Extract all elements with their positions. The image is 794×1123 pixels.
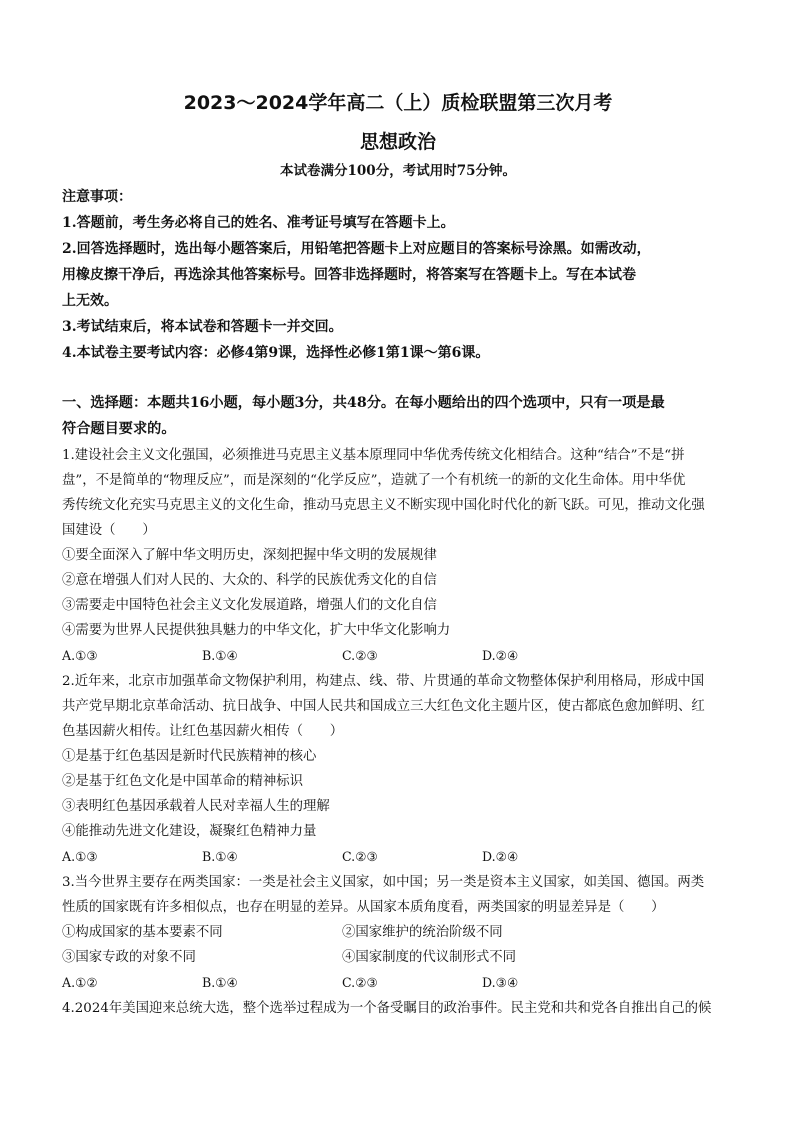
question-stem-line: 性质的国家既有许多相似点，也存在明显的差异。从国家本质角度看，两类国家的明显差异是（ ） <box>62 900 665 915</box>
choice-a: A.①③ <box>62 648 98 663</box>
choice-b: B.①④ <box>202 849 238 864</box>
notes-block <box>62 184 734 366</box>
notes-heading: 注意事项： <box>62 189 132 205</box>
question-option: ②是基于红色文化是中国革命的精神标识 <box>62 774 304 789</box>
question-stem-line: 秀传统文化充实马克思主义的文化生命，推动马克思主义不断实现中国化时代化的新飞跃。可见，推动文化强 <box>62 498 705 513</box>
question-option: ④需要为世界人民提供独具魅力的中华文化，扩大中华文化影响力 <box>62 623 451 638</box>
question-4 <box>62 996 734 1021</box>
question-2 <box>62 669 734 869</box>
exam-meta: 本试卷满分100分，考试用时75分钟。 <box>280 163 516 179</box>
section-heading <box>62 390 734 442</box>
answer-choices <box>62 844 734 869</box>
question-3 <box>62 870 734 995</box>
notes-item: 2.回答选择题时，选出每小题答案后，用铅笔把答题卡上对应题目的答案标号涂黑。如需改动， <box>62 241 651 257</box>
question-option: ②国家维护的统治阶级不同 <box>342 925 503 940</box>
question-stem-line: 3.当今世界主要存在两类国家：一类是社会主义国家，如中国；另一类是资本主义国家，如美国、德国。两类 <box>62 875 705 890</box>
question-stem-line: 1.建设社会主义文化强国，必须推进马克思主义基本原理同中华优秀传统文化相结合。这种“结合”不是“拼 <box>62 448 685 463</box>
exam-page <box>62 88 734 1021</box>
choice-c: C.②③ <box>342 648 378 663</box>
exam-title: 2023～2024学年高二（上）质检联盟第三次月考 <box>183 92 613 114</box>
question-option: ①构成国家的基本要素不同 <box>62 925 223 940</box>
section-heading-line: 一、选择题：本题共16小题，每小题3分，共48分。在每小题给出的四个选项中，只有一项是最 <box>62 395 665 411</box>
question-stem-line: 盘”，不是简单的“物理反应”，而是深刻的“化学反应”，造就了一个有机统一的新的文化生命体。用中华优 <box>62 473 686 488</box>
question-1 <box>62 443 734 668</box>
section-heading-line: 符合题目要求的。 <box>62 421 176 437</box>
choice-b: B.①④ <box>202 648 238 663</box>
option-pair <box>62 945 734 970</box>
choice-a: A.①② <box>62 975 98 990</box>
notes-item: 1.答题前，考生务必将自己的姓名、准考证号填写在答题卡上。 <box>62 215 455 231</box>
question-option: ①要全面深入了解中华文明历史，深刻把握中华文明的发展规律 <box>62 548 437 563</box>
question-option: ③需要走中国特色社会主义文化发展道路，增强人们的文化自信 <box>62 598 437 613</box>
question-stem-line: 2.近年来，北京市加强革命文物保护利用，构建点、线、带、片贯通的革命文物整体保护利用格局，形成中国 <box>62 674 705 689</box>
choice-d: D.②④ <box>482 648 519 663</box>
question-option: ③国家专政的对象不同 <box>62 950 196 965</box>
notes-item: 4.本试卷主要考试内容：必修4第9课，选择性必修1第1课～第6课。 <box>62 345 490 361</box>
notes-item: 上无效。 <box>62 293 118 309</box>
question-option: ④国家制度的代议制形式不同 <box>342 950 517 965</box>
choice-c: C.②③ <box>342 975 378 990</box>
choice-b: B.①④ <box>202 975 238 990</box>
question-option: ③表明红色基因承载着人民对幸福人生的理解 <box>62 799 330 814</box>
notes-item: 用橡皮擦干净后，再选涂其他答案标号。回答非选择题时，将答案写在答题卡上。写在本试卷 <box>62 267 636 283</box>
choice-a: A.①③ <box>62 849 98 864</box>
question-option: ①是基于红色基因是新时代民族精神的核心 <box>62 749 317 764</box>
choice-d: D.②④ <box>482 849 519 864</box>
question-stem-line: 色基因薪火相传。让红色基因薪火相传（ ） <box>62 724 344 739</box>
question-stem-line: 国建设（ ） <box>62 523 156 538</box>
option-pair <box>62 920 734 945</box>
answer-choices <box>62 970 734 995</box>
choice-d: D.③④ <box>482 975 519 990</box>
question-option: ②意在增强人们对人民的、大众的、科学的民族优秀文化的自信 <box>62 573 437 588</box>
notes-item: 3.考试结束后，将本试卷和答题卡一并交回。 <box>62 319 343 335</box>
question-option: ④能推动先进文化建设，凝聚红色精神力量 <box>62 824 317 839</box>
choice-c: C.②③ <box>342 849 378 864</box>
exam-subject: 思想政治 <box>359 131 436 153</box>
question-stem-line: 4.2024年美国迎来总统大选，整个选举过程成为一个备受瞩目的政治事件。民主党和共和党各自推出自己的候 <box>62 1001 712 1016</box>
answer-choices <box>62 643 734 668</box>
question-stem-line: 共产党早期北京革命活动、抗日战争、中国人民共和国成立三大红色文化主题片区，使古都底色愈加鲜明、红 <box>62 699 705 714</box>
